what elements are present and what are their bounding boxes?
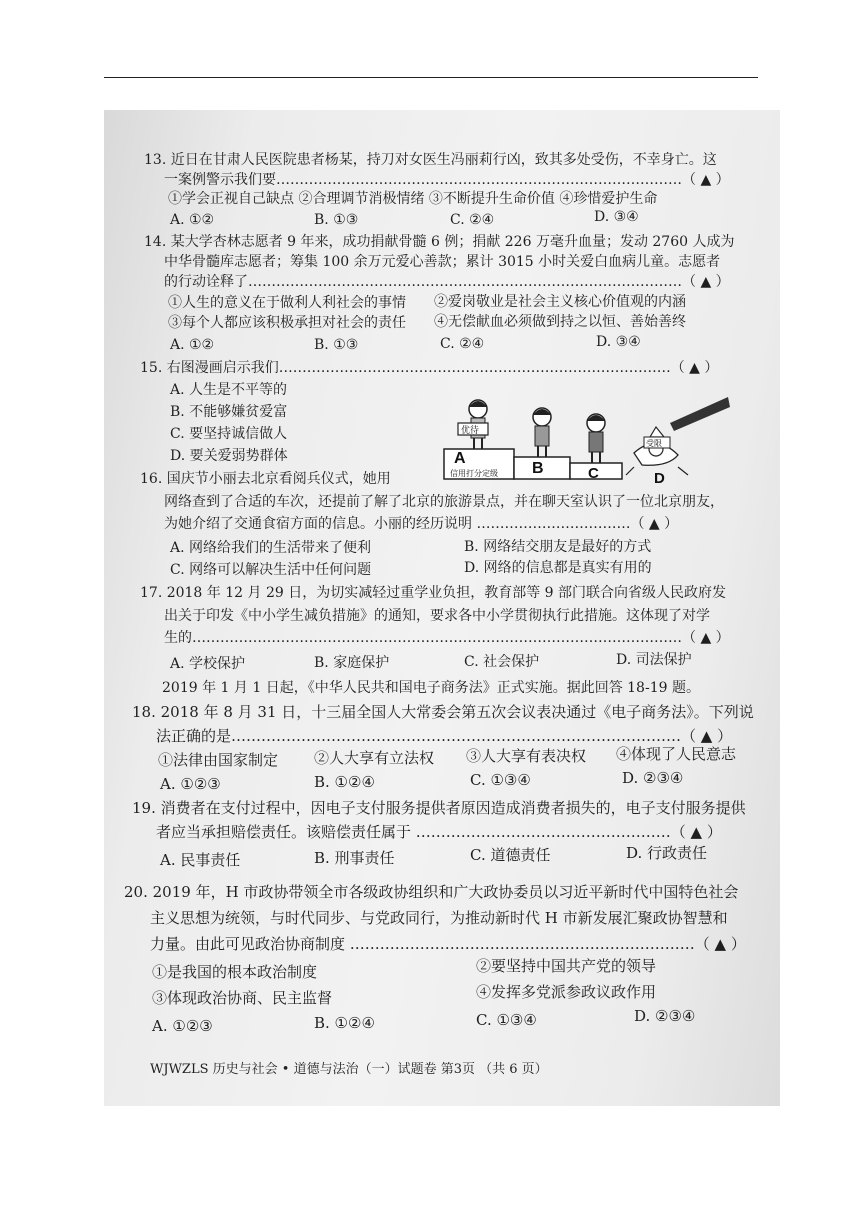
q20-item-2: ②要坚持中国共产党的领导	[476, 957, 657, 975]
q14-line2: 中华骨髓库志愿者；筹集 100 余万元爱心善款；累计 3015 小时关爱白血病儿童。志愿者	[164, 254, 721, 270]
q19-option-a: A. 民事责任	[160, 851, 241, 869]
q20-item-3: ③体现政治协商、民主监督	[152, 989, 333, 1007]
q14-option-c: C. ②④	[440, 336, 485, 352]
q18-item-4: ④体现了人民意志	[616, 745, 737, 763]
step-label: 信用打分定级	[450, 469, 498, 478]
q14-item-4: ④无偿献血必须做到持之以恒、善始善终	[434, 314, 686, 330]
grade-c-label: C	[588, 465, 599, 482]
q16-line3: 为她介绍了交通食宿方面的信息。小丽的经历说明 ……………………………（ ▲ ）	[164, 516, 679, 532]
q18-line2: 法正确的是………………………………………………………………………………（ ▲ ）	[156, 727, 733, 745]
q20-line2: 主义思想为统领，与时代同步、与党政同行，为推动新时代 H 市新发展汇聚政协智慧和	[150, 909, 728, 927]
q14-item-1: ①人生的意义在于做利人利社会的事情	[168, 295, 406, 311]
q13-option-d: D. ③④	[594, 209, 639, 225]
q20-line1: 20. 2019 年，H 市政协带领全市各级政协组织和广大政协委员以习近平新时代中国特色社会	[124, 883, 739, 901]
q18-option-d: D. ②③④	[622, 769, 684, 787]
sign-a-text: 优待	[461, 426, 480, 436]
grade-b-label: B	[532, 460, 544, 477]
q16-option-a: A. 网络给我们的生活带来了便利	[170, 540, 372, 556]
q17-option-c: C. 社会保护	[464, 654, 540, 670]
q19-option-b: B. 刑事责任	[314, 849, 395, 867]
q18-item-3: ③人大享有表决权	[466, 747, 587, 765]
q19-option-d: D. 行政责任	[626, 844, 708, 862]
q16-line1: 16. 国庆节小丽去北京看阅兵仪式，她用	[140, 471, 391, 487]
top-rule	[104, 77, 758, 78]
q18-item-1: ①法律由国家制定	[158, 751, 279, 769]
exam-page-photo	[104, 110, 780, 1106]
q19-option-c: C. 道德责任	[470, 846, 551, 864]
q16-option-b: B. 网络结交朋友是最好的方式	[464, 539, 652, 555]
q15-line1: 15. 右图漫画启示我们…………………………………………………………………………（ ▲ ）	[140, 360, 719, 376]
q17-option-d: D. 司法保护	[616, 652, 692, 668]
q13-items: ①学会正视自己缺点 ②合理调节消极情绪 ③不断提升生命价值 ④珍惜爱护生命	[168, 191, 658, 207]
q20-item-1: ①是我国的根本政治制度	[152, 963, 318, 981]
q13-line1: 13. 近日在甘肃人民医院患者杨某，持刀对女医生冯丽莉行凶，致其多处受伤，不幸身亡。这	[144, 152, 717, 168]
q18-option-a: A. ①②③	[160, 775, 221, 793]
q16-option-d: D. 网络的信息都是真实有用的	[464, 560, 652, 576]
q20-option-d: D. ②③④	[634, 1007, 696, 1025]
q20-option-c: C. ①③④	[476, 1011, 537, 1029]
q17-line2: 出关于印发《中小学生减负措施》的通知，要求各中小学贯彻执行此措施。这体现了对学	[164, 608, 710, 624]
q13-option-c: C. ②④	[450, 212, 495, 228]
q20-option-b: B. ①②④	[314, 1014, 375, 1032]
q18-item-2: ②人大享有立法权	[314, 749, 435, 767]
q13-line2: 一案例警示我们要……………………………………………………………………………（ ▲ ）	[164, 172, 730, 188]
q19-line2: 者应当承担赔偿责任。该赔偿责任属于 ……………………………………………（ ▲ ）	[156, 823, 722, 841]
q20-line3: 力量。由此可见政治协商制度 ……………………………………………………………（ ▲ ）	[150, 935, 746, 953]
q14-line1: 14. 某大学杏林志愿者 9 年来，成功捐献骨髓 6 例；捐献 226 万毫升血量；发动 2760 人成为	[144, 234, 735, 250]
q15-option-c: C. 要坚持诚信做人	[170, 426, 288, 442]
q17-line1: 17. 2018 年 12 月 29 日，为切实减轻过重学业负担，教育部等 9 部门联合向省级人民政府发	[140, 585, 727, 601]
q15-option-d: D. 要关爱弱势群体	[170, 448, 288, 464]
q20-option-a: A. ①②③	[152, 1017, 213, 1035]
q20-item-4: ④发挥多党派参政议政作用	[476, 983, 657, 1001]
q14-option-b: B. ①③	[314, 337, 359, 353]
q14-item-3: ③每个人都应该积极承担对社会的责任	[168, 315, 406, 331]
credit-rating-cartoon	[438, 393, 734, 485]
q17-line3: 生的……………………………………………………………………………………………（ ▲ ）	[164, 630, 730, 646]
q17-option-a: A. 学校保护	[170, 656, 246, 672]
q16-line2: 网络查到了合适的车次，还提前了解了北京的旅游景点，并在聊天室认识了一位北京朋友，	[164, 494, 724, 510]
q13-option-a: A. ①②	[170, 212, 215, 228]
q14-option-a: A. ①②	[170, 337, 215, 353]
page-footer: WJWZLS 历史与社会 • 道德与法治（一）试题卷 第3页 （共 6 页）	[150, 1062, 548, 1077]
q15-option-b: B. 不能够嫌贫爱富	[170, 404, 288, 420]
q14-item-2: ②爱岗敬业是社会主义核心价值观的内涵	[434, 294, 686, 310]
q18-line1: 18. 2018 年 8 月 31 日，十三届全国人大常委会第五次会议表决通过《电子商务法》。下列说	[132, 703, 754, 721]
q14-line3: 的行动诠释了…………………………………………………………………………………（ ▲ ）	[164, 274, 730, 290]
q18-option-c: C. ①③④	[470, 771, 531, 789]
q19-line1: 19. 消费者在支付过程中，因电子支付服务提供者原因造成消费者损失的，电子支付服务提供	[132, 799, 746, 817]
q17-option-b: B. 家庭保护	[314, 655, 390, 671]
q18-option-b: B. ①②④	[314, 773, 375, 791]
q13-option-b: B. ①③	[314, 212, 359, 228]
grade-d-label: D	[654, 470, 665, 485]
q18-19-intro: 2019 年 1 月 1 日起，《中华人民共和国电子商务法》正式实施。据此回答 18-19 题。	[162, 680, 700, 696]
sign-d-text: 受限	[646, 439, 662, 448]
q16-option-c: C. 网络可以解决生活中任何问题	[170, 562, 372, 578]
grade-a-label: A	[454, 450, 466, 467]
q15-option-a: A. 人生是不平等的	[170, 382, 288, 398]
q14-option-d: D. ③④	[596, 334, 641, 350]
